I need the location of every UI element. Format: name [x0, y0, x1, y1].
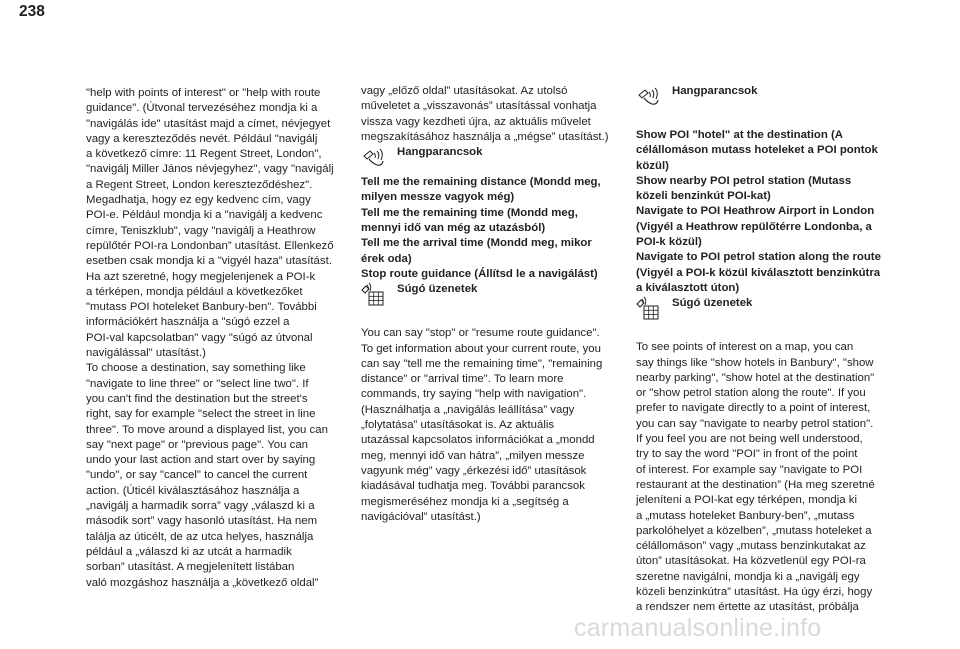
- column-1: [86, 86, 361, 591]
- heading-label: Súgó üzenetek: [672, 297, 753, 310]
- text-line: try to say the word "POI" in front of the point: [636, 448, 858, 461]
- text-line: célállomáson” vagy „mutass benzinkutakat az: [636, 540, 866, 553]
- col1-text: [86, 86, 361, 591]
- command-line: közül): [636, 159, 669, 172]
- spacer: [636, 326, 911, 340]
- voice-command-icon: [636, 84, 661, 109]
- text-line: vagy a kereszteződés nevét. Például "navigálj: [86, 132, 318, 145]
- text-line: való mozgáshoz használja a „következő oldal”: [86, 576, 319, 589]
- text-line: repülőtér POI-ra Londonban” utasítást. Ellenkező: [86, 239, 334, 252]
- command-line: Tell me the remaining time (Mondd meg,: [361, 206, 578, 219]
- text-line: megszakításához használja a „mégse” utasítást.): [361, 130, 609, 143]
- text-line: esetben csak mondja ki a "vigyél haza” utasítást.: [86, 255, 332, 268]
- text-line: vagy „előző oldal” utasításokat. Az utolsó: [361, 85, 568, 97]
- text-line: three". To move around a displayed list, you can: [86, 423, 328, 436]
- text-line: (Használhatja a „navigálás leállítása” vagy: [361, 403, 575, 416]
- text-line: vagyunk még” vagy „érkezési idő” utasítások: [361, 464, 587, 477]
- command-line: közeli benzinkút POI-kat): [636, 190, 771, 203]
- col2-commands: [361, 175, 636, 282]
- command-line: Tell me the arrival time (Mondd meg, mikor: [361, 237, 592, 250]
- command-line: POI-k közül): [636, 236, 702, 249]
- help-messages-heading: [361, 282, 636, 312]
- text-line: második sort” vagy hasonló utasítást. Ha nem: [86, 515, 318, 528]
- page-number: 238: [19, 3, 45, 20]
- col3-body: [636, 340, 911, 615]
- text-line: a térképen, mondja például a következőket: [86, 285, 303, 298]
- text-line: a következő címre: 11 Regent Street, London",: [86, 148, 322, 161]
- text-line: "navigálás ide" utasítást majd a címet, névjegyet: [86, 117, 331, 130]
- voice-commands-heading: [636, 84, 911, 114]
- text-line: "help with points of interest" or "help with route: [86, 87, 321, 99]
- text-line: "navigálj Miller János névjegyhez", vagy "navigálj: [86, 163, 334, 176]
- column-3: [636, 84, 911, 616]
- text-line: a Regent Street, London kereszteződéshez".: [86, 178, 313, 191]
- text-line: You can say "stop" or "resume route guidance".: [361, 327, 600, 340]
- text-line: can say "tell me the remaining time", "remaining: [361, 357, 603, 370]
- heading-label: Hangparancsok: [397, 146, 483, 159]
- command-line: (Vigyél a Heathrow repülőtérre Londonba, a: [636, 220, 872, 233]
- text-line: utazással kapcsolatos információkat a „mondd: [361, 434, 595, 447]
- heading-label: Súgó üzenetek: [397, 283, 478, 296]
- text-line: If you feel you are not being well understood,: [636, 433, 863, 446]
- command-line: Stop route guidance (Állítsd le a navigálást): [361, 267, 598, 280]
- text-line: jeleníteni a POI-kat egy térképen, mondja ki: [636, 494, 857, 507]
- text-line: To choose a destination, say something like: [86, 362, 306, 375]
- spacer: [361, 312, 636, 326]
- command-line: érek oda): [361, 252, 412, 265]
- spacer: [636, 114, 911, 128]
- text-line: kiadásával tudhatja meg. További parancsok: [361, 480, 585, 493]
- text-line: To get information about your current route, you: [361, 342, 601, 355]
- text-line: találja az úticélt, de az utca helyes, használja: [86, 530, 314, 543]
- text-line: nearby parking", "show hotel at the destination": [636, 371, 875, 384]
- text-line: you can say "navigate to nearby petrol station".: [636, 417, 874, 430]
- text-line: commands, try saying "help with navigation".: [361, 388, 587, 401]
- heading-label: Hangparancsok: [672, 85, 758, 97]
- text-line: Megadhatja, hogy ez egy kedvenc cím, vagy: [86, 194, 311, 207]
- command-line: mennyi idő van még az utazásból): [361, 222, 546, 235]
- text-line: navigációval” utasítást.): [361, 510, 481, 523]
- text-line: navigálással" utasítást.): [86, 347, 206, 360]
- column-2: [361, 84, 636, 525]
- help-message-icon: [361, 282, 386, 307]
- voice-commands-heading: [361, 145, 636, 175]
- text-line: közeli benzinkútra” utasítást. Ha úgy érzi, hogy: [636, 586, 873, 599]
- text-line: szeretne navigálni, mondja ki a „navigálj egy: [636, 570, 860, 583]
- text-line: „folytatása” utasításokat is. Az aktuális: [361, 419, 555, 432]
- text-line: say things like "show hotels in Banbury", "show: [636, 356, 874, 369]
- command-line: (Vigyél a POI-k közül kiválasztott benzinkútra: [636, 266, 881, 279]
- text-line: To see points of interest on a map, you can: [636, 341, 854, 354]
- text-line: restaurant at the destination” (Ha meg szeretné: [636, 478, 875, 491]
- text-line: sorban” utasítást. A megjelenített listában: [86, 561, 295, 574]
- text-line: POI-e. Például mondja ki a "navigálj a kedvenc: [86, 209, 323, 222]
- voice-command-icon: [361, 145, 386, 170]
- text-line: distance" or "arrival time". To learn more: [361, 373, 564, 386]
- command-line: célállomáson mutass hoteleket a POI pontok: [636, 144, 878, 157]
- text-line: például a „válaszd ki az utcát a harmadik: [86, 545, 292, 558]
- command-line: milyen messze vagyok még): [361, 191, 515, 204]
- watermark: carmanualsonline.info: [574, 614, 822, 642]
- text-line: or "show petrol station along the route". If you: [636, 387, 866, 400]
- command-line: Show nearby POI petrol station (Mutass: [636, 174, 852, 187]
- text-line: say "next page" or "previous page". You can: [86, 438, 308, 451]
- text-line: prefer to navigate directly to a point of interest,: [636, 402, 871, 415]
- text-line: undo your last action and start over by saying: [86, 454, 316, 467]
- command-line: Navigate to POI Heathrow Airport in London: [636, 205, 875, 218]
- text-line: "undo", or say "cancel" to cancel the current: [86, 469, 308, 482]
- text-line: right, say for example "select the street in line: [86, 408, 316, 421]
- col3-commands: [636, 128, 911, 296]
- command-line: Show POI "hotel" at the destination (A: [636, 129, 843, 141]
- text-line: „navigálj a harmadik sorra” vagy „válaszd ki a: [86, 500, 315, 513]
- text-line: a „mutass hoteleket Banbury-ben”, „mutass: [636, 509, 855, 522]
- text-line: meg, mennyi idő van hátra”, „milyen messze: [361, 449, 585, 462]
- text-line: információkért használja a "súgó ezzel a: [86, 316, 290, 329]
- text-line: műveletet a „visszavonás” utasítással vonhatja: [361, 100, 597, 113]
- command-line: Tell me the remaining distance (Mondd meg,: [361, 176, 601, 189]
- text-line: úton” utasításokat. Ha közvetlenül egy POI-ra: [636, 555, 866, 568]
- text-line: action. (Úticél kiválasztásához használja a: [86, 484, 300, 497]
- text-line: guidance". (Útvonal tervezéséhez mondja ki a: [86, 102, 318, 115]
- col2-intro: [361, 84, 636, 145]
- text-line: vissza vagy kezdheti újra, az aktuális művelet: [361, 115, 591, 128]
- command-line: Navigate to POI petrol station along the route: [636, 251, 881, 264]
- text-line: a rendszer nem értette az utasítást, próbálja: [636, 601, 859, 614]
- col2-body: [361, 326, 636, 525]
- text-line: megismeréséhez mondja ki a „segítség a: [361, 495, 569, 508]
- text-line: you can't find the destination but the street's: [86, 392, 308, 405]
- text-line: of interest. For example say "navigate to POI: [636, 463, 863, 476]
- text-line: címre, Teniszklub", vagy "navigálj a Heathrow: [86, 224, 316, 237]
- text-line: Ha azt szeretné, hogy megjelenjenek a POI-k: [86, 270, 316, 283]
- text-line: "mutass POI hoteleket Banbury-ben". További: [86, 301, 317, 314]
- text-line: "navigate to line three" or "select line two". If: [86, 377, 309, 390]
- help-messages-heading: [636, 296, 911, 326]
- text-line: POI-val kapcsolatban" vagy "súgó az útvonal: [86, 331, 313, 344]
- help-message-icon: [636, 296, 661, 321]
- text-line: parkolóhelyet a közelben”, „mutass hoteleket a: [636, 524, 872, 537]
- command-line: a kiválasztott úton): [636, 281, 740, 294]
